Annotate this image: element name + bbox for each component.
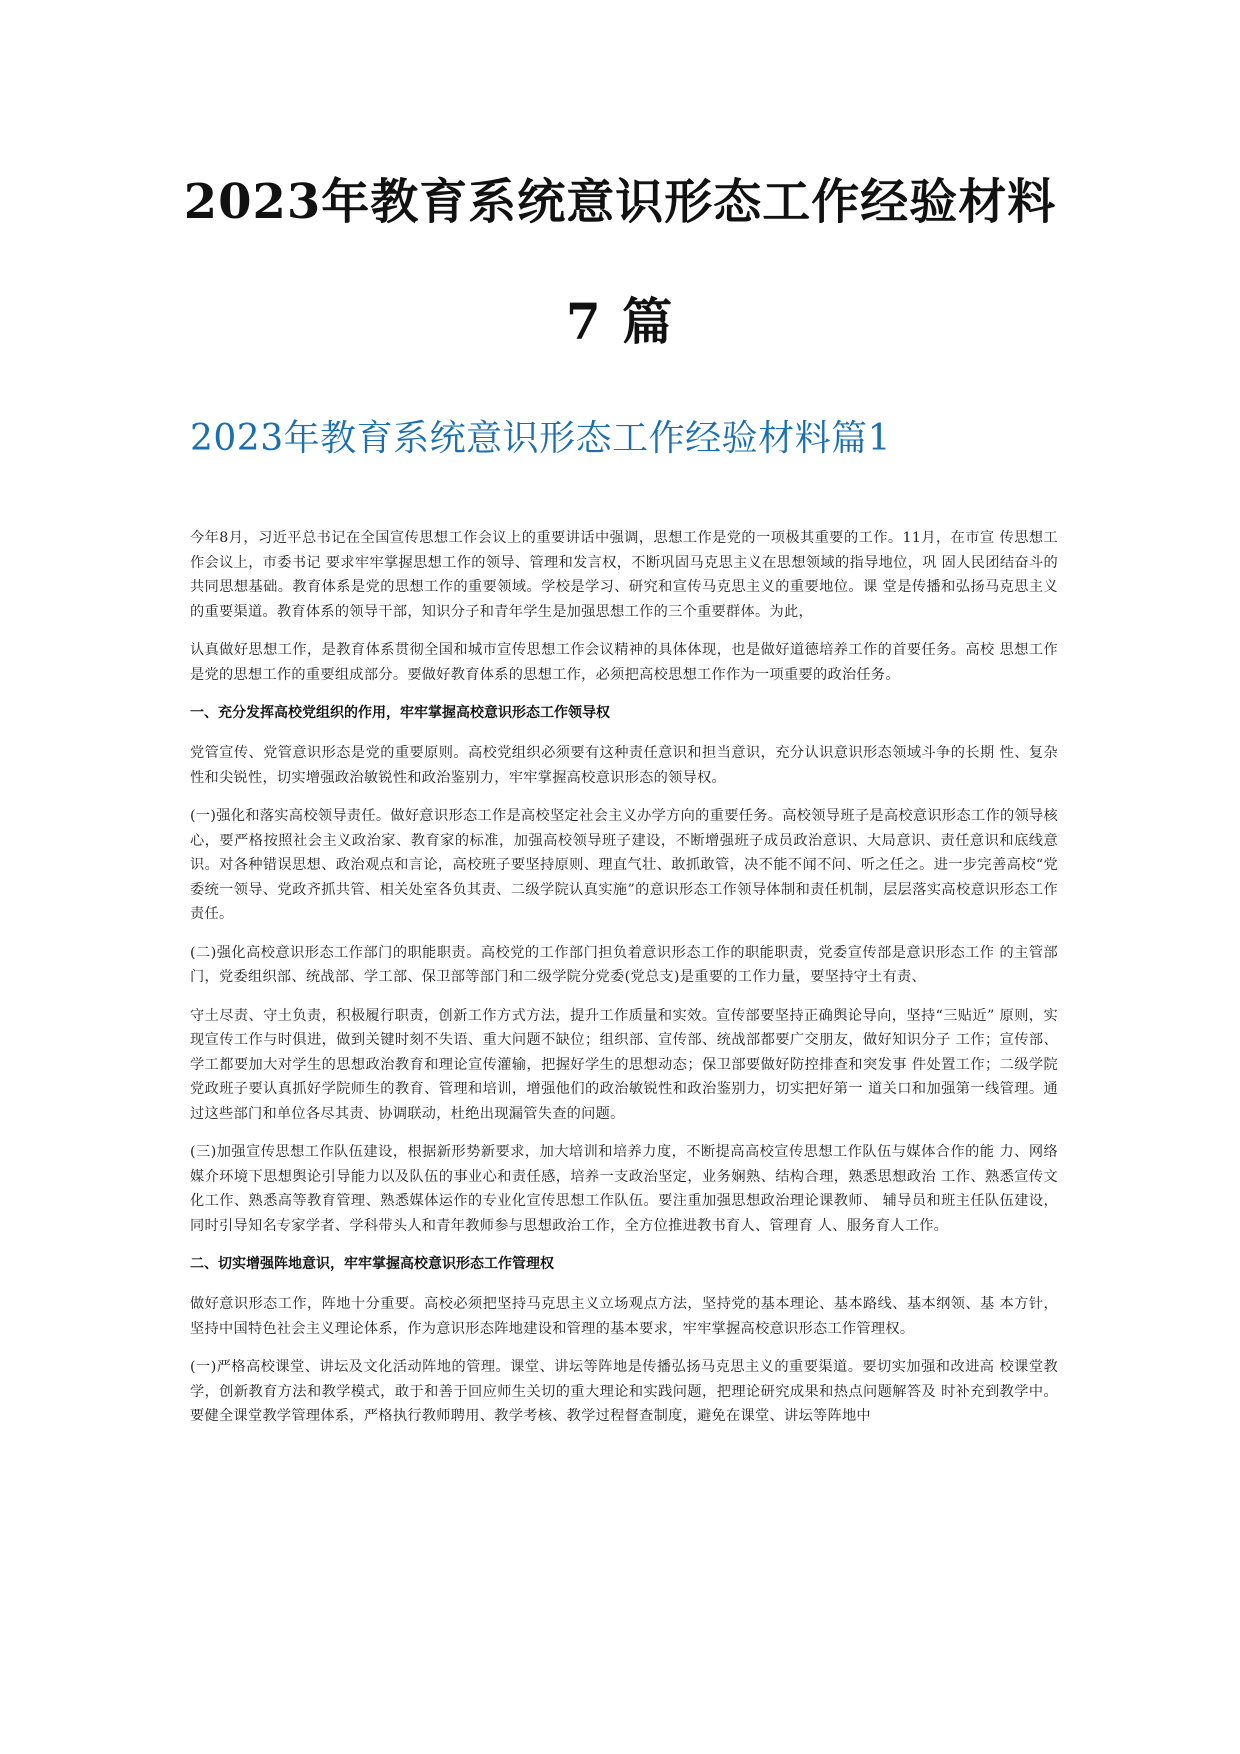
document-body bbox=[190, 526, 1058, 1443]
section-title: 2023年教育系统意识形态工作经验材料篇1 bbox=[190, 418, 892, 459]
paragraph-item-2-1: (一)严格高校课堂、讲坛及文化活动阵地的管理。课堂、讲坛等阵地是传播弘扬马克思主义的重要渠道。要切实加强和改进高 校课堂教学，创新教育方法和教学模式，敢于和善于回应师生关切的重大理论和实践问题，把理论研究成果和热点问题解答及 时补充到教学中。要健全课堂教学管理体系，严格执行教师聘用、教学考核、教学过程督查制度，避免在课堂、讲坛等阵地中 bbox=[190, 1359, 1058, 1424]
paragraph-item-1-2: (二)强化高校意识形态工作部门的职能职责。高校党的工作部门担负着意识形态工作的职能职责，党委宣传部是意识形态工作 的主管部门，党委组织部、统战部、学工部、保卫部等部门和二级学院分党委(党总支)是重要的工作力量，要坚持守土有责、 bbox=[190, 944, 1058, 985]
heading-part-two: 二、切实增强阵地意识，牢牢掌握高校意识形态工作管理权 bbox=[190, 1256, 554, 1272]
paragraph-position: 做好意识形态工作，阵地十分重要。高校必须把坚持马克思主义立场观点方法，坚持党的基本理论、基本路线、基本纲领、基 本方针，坚持中国特色社会主义理论体系，作为意识形态阵地建设和管理的基本要求，牢牢掌握高校意识形态工作管理权。 bbox=[190, 1296, 1058, 1337]
document-title-line-1: 2023年教育系统意识形态工作经验材料 bbox=[183, 174, 1057, 230]
paragraph-party-principle: 党管宣传、党管意识形态是党的重要原则。高校党组织必须要有这种责任意识和担当意识，充分认识意识形态领域斗争的长期 性、复杂性和尖锐性，切实增强政治敏锐性和政治鉴别力，牢牢掌握高校意识形态的领导权。 bbox=[190, 745, 1058, 786]
paragraph-item-1-3: (三)加强宣传思想工作队伍建设，根据新形势新要求，加大培训和培养力度，不断提高高校宣传思想工作队伍与媒体合作的能 力、网络媒介环境下思想舆论引导能力以及队伍的事业心和责任感，培养一支政治坚定，业务娴熟、结构合理，熟悉思想政治 工作、熟悉宣传文化工作、熟悉高等教育管理、熟悉媒体运作的专业化宣传思想工作队伍。要注重加强思想政治理论课教师、 辅导员和班主任队伍建设，同时引导知名专家学者、学科带头人和青年教师参与思想政治工作，全方位推进教书育人、管理育 人、服务育人工作。 bbox=[190, 1144, 1058, 1234]
paragraph-item-1-2-cont: 守土尽责、守土负责，积极履行职责，创新工作方式方法，提升工作质量和实效。宣传部要坚持正确舆论导向，坚持“三贴近” 原则，实现宣传工作与时俱进，做到关键时刻不失语、重大问题不缺位；组织部、宣传部、统战部都要广交朋友，做好知识分子 工作；宣传部、学工都要加大对学生的思想政治教育和理论宣传灌输，把握好学生的思想动态；保卫部要做好防控排查和突发事 件处置工作；二级学院党政班子要认真抓好学院师生的教育、管理和培训，增强他们的政治敏锐性和政治鉴别力，切实把好第一 道关口和加强第一线管理。通过这些部门和单位各尽其责、协调联动，杜绝出现漏管失查的问题。 bbox=[190, 1007, 1058, 1122]
paragraph-intro: 今年8月，习近平总书记在全国宣传思想工作会议上的重要讲话中强调，思想工作是党的一项极其重要的工作。11月，在市宣 传思想工作会议上，市委书记 要求牢牢掌握思想工作的领导、管理和发言权，不断巩固马克思主义在思想领域的指导地位，巩 固人民团结奋斗的共同思想基础。教育体系是党的思想工作的重要领域。学校是学习、研究和宣传马克思主义的重要地位。课 堂是传播和弘扬马克思主义的重要渠道。教育体系的领导干部，知识分子和青年学生是加强思想工作的三个重要群体。为此， bbox=[190, 530, 1058, 620]
document-title-line-2: 7 篇 bbox=[565, 292, 675, 351]
paragraph-item-1-1: (一)强化和落实高校领导责任。做好意识形态工作是高校坚定社会主义办学方向的重要任务。高校领导班子是高校意识形态工作的领导核心，要严格按照社会主义政治家、教育家的标准，加强高校领导班子建设，不断增强班子成员政治意识、大局意识、责任意识和底线意识。对各种错误思想、政治观点和言论，高校班子要坚持原则、理直气壮、敢抓敢管，决不能不闻不问、听之任之。进一步完善高校“党委统一领导、党政齐抓共管、相关处室各负其责、二级学院认真实施”的意识形态工作领导体制和责任机制，层层落实高校意识形态工作责任。 bbox=[190, 808, 1058, 922]
paragraph-task: 认真做好思想工作，是教育体系贯彻全国和城市宣传思想工作会议精神的具体体现，也是做好道德培养工作的首要任务。高校 思想工作是党的思想工作的重要组成部分。要做好教育体系的思想工作，必须把高校思想工作作为一项重要的政治任务。 bbox=[190, 642, 1058, 683]
heading-part-one: 一、充分发挥高校党组织的作用，牢牢掌握高校意识形态工作领导权 bbox=[190, 705, 610, 721]
